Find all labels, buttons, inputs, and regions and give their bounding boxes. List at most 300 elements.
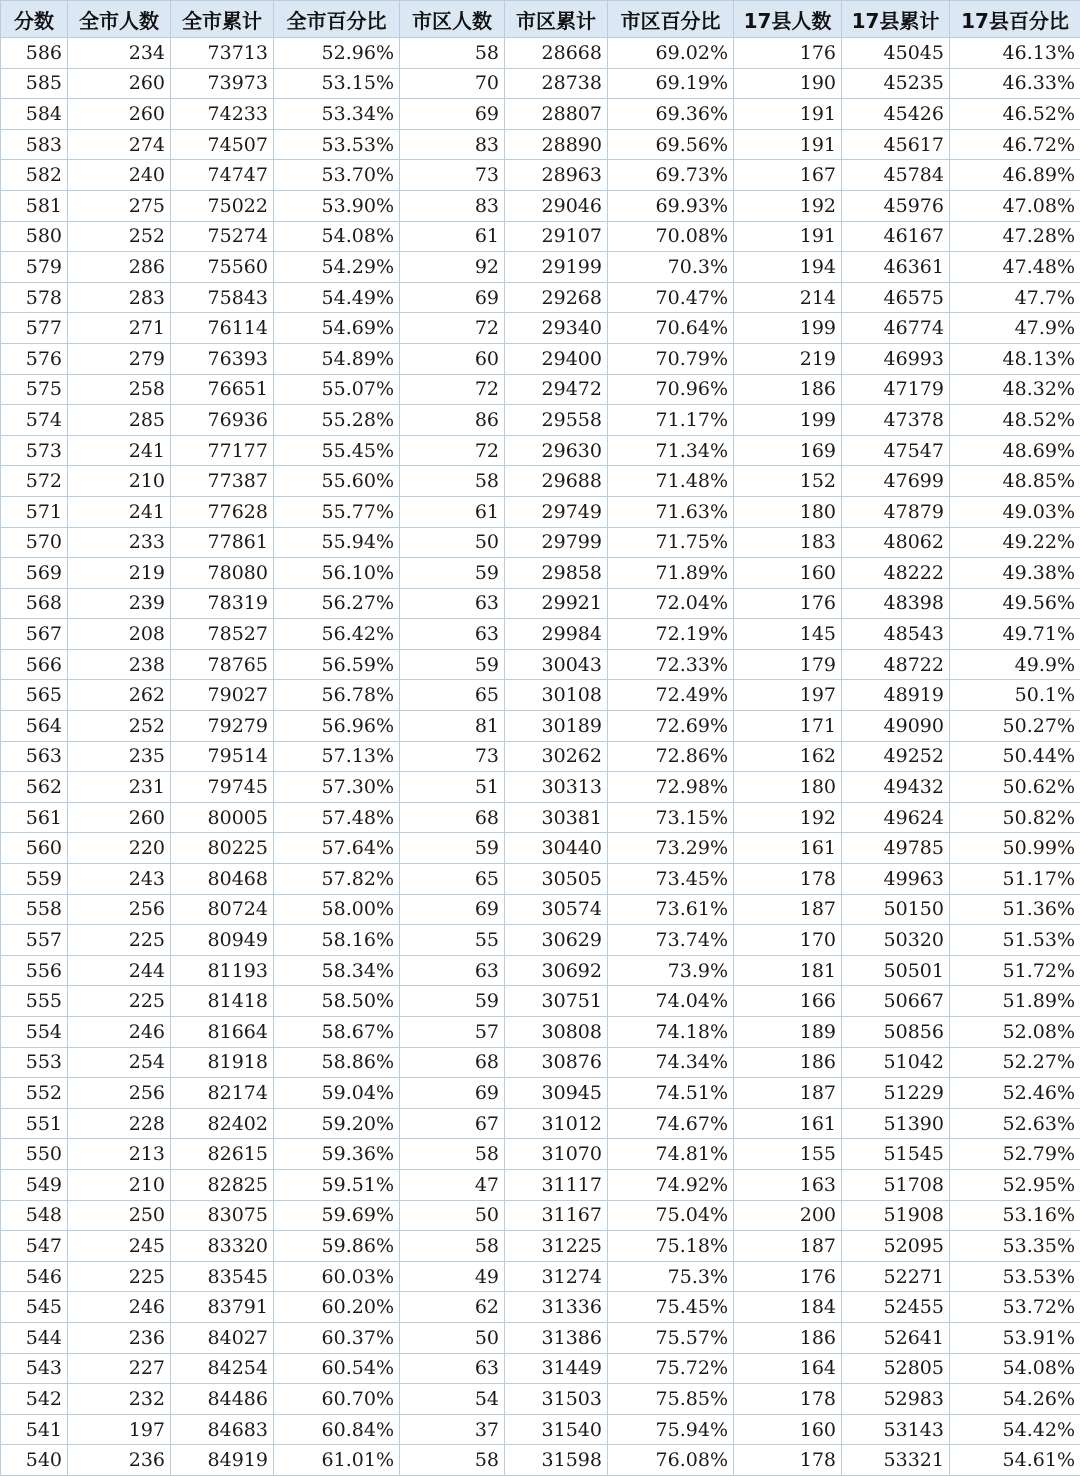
cell-city-percent: 56.42% [274,619,400,650]
cell-urban-percent: 74.34% [608,1047,734,1078]
cell-urban-percent: 73.15% [608,802,734,833]
header-urban-percent: 市区百分比 [608,1,734,38]
cell-city-cumulative: 75022 [171,190,274,221]
table-row [1,925,1080,956]
cell-urban-count: 86 [400,405,505,436]
cell-urban-percent: 72.69% [608,711,734,742]
cell-urban-cumulative: 30189 [505,711,608,742]
cell-city-cumulative: 80724 [171,894,274,925]
table-body [1,38,1080,1476]
cell-urban-percent: 72.98% [608,772,734,803]
cell-urban-percent: 74.81% [608,1139,734,1170]
cell-city-percent: 56.59% [274,649,400,680]
cell-city-cumulative: 74233 [171,99,274,130]
cell-urban-percent: 73.29% [608,833,734,864]
cell-county-percent: 46.72% [950,129,1080,160]
cell-city-percent: 55.94% [274,527,400,558]
cell-county-count: 190 [734,68,842,99]
cell-urban-cumulative: 29107 [505,221,608,252]
cell-city-count: 225 [68,1261,171,1292]
cell-county-cumulative: 49252 [842,741,950,772]
cell-city-percent: 60.03% [274,1261,400,1292]
cell-city-cumulative: 84486 [171,1384,274,1415]
cell-urban-cumulative: 29688 [505,466,608,497]
cell-county-count: 191 [734,221,842,252]
cell-city-cumulative: 74507 [171,129,274,160]
cell-urban-percent: 69.19% [608,68,734,99]
table-row [1,558,1080,589]
header-county-percent: 17县百分比 [950,1,1080,38]
cell-urban-count: 60 [400,343,505,374]
cell-city-percent: 58.50% [274,986,400,1017]
cell-county-percent: 53.53% [950,1261,1080,1292]
cell-city-cumulative: 80468 [171,864,274,895]
cell-city-percent: 53.70% [274,160,400,191]
cell-county-cumulative: 50320 [842,925,950,956]
cell-urban-cumulative: 29340 [505,313,608,344]
cell-city-count: 279 [68,343,171,374]
cell-county-count: 187 [734,894,842,925]
cell-urban-count: 58 [400,1445,505,1476]
cell-city-percent: 57.30% [274,772,400,803]
cell-county-cumulative: 51708 [842,1169,950,1200]
cell-county-cumulative: 47879 [842,496,950,527]
cell-city-count: 245 [68,1231,171,1262]
cell-city-cumulative: 79514 [171,741,274,772]
cell-county-cumulative: 53321 [842,1445,950,1476]
table-row [1,864,1080,895]
cell-city-count: 241 [68,496,171,527]
cell-county-count: 181 [734,955,842,986]
cell-county-cumulative: 51545 [842,1139,950,1170]
cell-county-percent: 47.08% [950,190,1080,221]
table-row [1,588,1080,619]
cell-county-count: 180 [734,496,842,527]
cell-county-count: 186 [734,1047,842,1078]
header-city-percent: 全市百分比 [274,1,400,38]
table-row [1,955,1080,986]
cell-urban-count: 73 [400,741,505,772]
cell-urban-percent: 75.94% [608,1414,734,1445]
cell-city-cumulative: 82174 [171,1078,274,1109]
header-city-count: 全市人数 [68,1,171,38]
cell-city-count: 239 [68,588,171,619]
table-row [1,129,1080,160]
cell-city-cumulative: 76936 [171,405,274,436]
cell-county-count: 160 [734,558,842,589]
cell-city-cumulative: 73973 [171,68,274,99]
cell-county-percent: 52.27% [950,1047,1080,1078]
cell-urban-cumulative: 29984 [505,619,608,650]
cell-county-count: 176 [734,588,842,619]
cell-urban-cumulative: 30751 [505,986,608,1017]
cell-score: 560 [1,833,68,864]
cell-urban-cumulative: 31070 [505,1139,608,1170]
cell-county-count: 197 [734,680,842,711]
cell-score: 555 [1,986,68,1017]
cell-county-count: 164 [734,1353,842,1384]
cell-county-cumulative: 48722 [842,649,950,680]
cell-county-count: 192 [734,802,842,833]
cell-city-cumulative: 83320 [171,1231,274,1262]
cell-score: 568 [1,588,68,619]
cell-score: 564 [1,711,68,742]
cell-city-count: 210 [68,1169,171,1200]
cell-county-percent: 48.85% [950,466,1080,497]
cell-score: 548 [1,1200,68,1231]
cell-urban-count: 68 [400,802,505,833]
cell-city-percent: 56.78% [274,680,400,711]
cell-urban-cumulative: 29400 [505,343,608,374]
cell-county-cumulative: 53143 [842,1414,950,1445]
cell-urban-cumulative: 31449 [505,1353,608,1384]
cell-city-cumulative: 83791 [171,1292,274,1323]
cell-city-count: 283 [68,282,171,313]
cell-county-percent: 46.13% [950,38,1080,69]
cell-county-count: 200 [734,1200,842,1231]
cell-urban-count: 65 [400,864,505,895]
cell-urban-percent: 70.79% [608,343,734,374]
cell-urban-percent: 74.04% [608,986,734,1017]
cell-urban-cumulative: 29858 [505,558,608,589]
cell-county-percent: 49.56% [950,588,1080,619]
cell-city-cumulative: 83545 [171,1261,274,1292]
cell-urban-cumulative: 30440 [505,833,608,864]
cell-score: 556 [1,955,68,986]
cell-urban-count: 55 [400,925,505,956]
cell-county-percent: 53.16% [950,1200,1080,1231]
cell-county-count: 162 [734,741,842,772]
cell-county-cumulative: 47378 [842,405,950,436]
cell-score: 544 [1,1322,68,1353]
cell-county-count: 186 [734,374,842,405]
cell-urban-percent: 75.85% [608,1384,734,1415]
cell-score: 543 [1,1353,68,1384]
cell-urban-count: 58 [400,466,505,497]
cell-urban-cumulative: 31167 [505,1200,608,1231]
cell-urban-cumulative: 30108 [505,680,608,711]
cell-urban-percent: 75.45% [608,1292,734,1323]
cell-urban-count: 50 [400,527,505,558]
cell-city-count: 241 [68,435,171,466]
table-row [1,496,1080,527]
cell-county-percent: 51.36% [950,894,1080,925]
cell-urban-cumulative: 31117 [505,1169,608,1200]
cell-county-percent: 46.89% [950,160,1080,191]
cell-county-cumulative: 52983 [842,1384,950,1415]
cell-county-count: 152 [734,466,842,497]
table-row [1,313,1080,344]
cell-urban-count: 51 [400,772,505,803]
cell-city-percent: 59.20% [274,1108,400,1139]
cell-county-percent: 49.71% [950,619,1080,650]
cell-city-count: 234 [68,38,171,69]
cell-urban-cumulative: 30692 [505,955,608,986]
cell-city-count: 220 [68,833,171,864]
cell-city-percent: 57.64% [274,833,400,864]
cell-urban-count: 65 [400,680,505,711]
cell-county-percent: 47.48% [950,252,1080,283]
table-row [1,1353,1080,1384]
cell-city-count: 228 [68,1108,171,1139]
cell-county-cumulative: 46361 [842,252,950,283]
table-row [1,1322,1080,1353]
table-row [1,38,1080,69]
table-row [1,282,1080,313]
cell-county-cumulative: 45045 [842,38,950,69]
cell-city-percent: 54.69% [274,313,400,344]
cell-urban-count: 68 [400,1047,505,1078]
cell-city-cumulative: 74747 [171,160,274,191]
cell-urban-percent: 73.45% [608,864,734,895]
cell-county-percent: 51.72% [950,955,1080,986]
cell-city-cumulative: 76651 [171,374,274,405]
cell-score: 562 [1,772,68,803]
cell-city-percent: 54.49% [274,282,400,313]
cell-county-cumulative: 50856 [842,1017,950,1048]
cell-urban-cumulative: 29268 [505,282,608,313]
cell-county-percent: 52.79% [950,1139,1080,1170]
cell-urban-count: 59 [400,558,505,589]
table-row [1,68,1080,99]
cell-score: 541 [1,1414,68,1445]
cell-urban-count: 61 [400,221,505,252]
table-row [1,1047,1080,1078]
cell-urban-cumulative: 31225 [505,1231,608,1262]
cell-county-cumulative: 49963 [842,864,950,895]
cell-county-count: 186 [734,1322,842,1353]
cell-city-percent: 60.20% [274,1292,400,1323]
cell-county-cumulative: 48919 [842,680,950,711]
cell-urban-cumulative: 29749 [505,496,608,527]
cell-county-percent: 50.82% [950,802,1080,833]
cell-score: 574 [1,405,68,436]
cell-county-percent: 51.53% [950,925,1080,956]
cell-county-cumulative: 45784 [842,160,950,191]
cell-urban-percent: 71.63% [608,496,734,527]
cell-city-cumulative: 79745 [171,772,274,803]
cell-city-count: 236 [68,1322,171,1353]
table-row [1,374,1080,405]
cell-county-count: 191 [734,99,842,130]
cell-urban-percent: 75.57% [608,1322,734,1353]
cell-county-count: 191 [734,129,842,160]
cell-county-count: 187 [734,1078,842,1109]
cell-score: 545 [1,1292,68,1323]
cell-county-cumulative: 47179 [842,374,950,405]
table-row [1,527,1080,558]
cell-urban-cumulative: 30043 [505,649,608,680]
cell-city-cumulative: 83075 [171,1200,274,1231]
cell-county-percent: 48.52% [950,405,1080,436]
cell-county-percent: 49.38% [950,558,1080,589]
cell-urban-cumulative: 28890 [505,129,608,160]
cell-city-count: 197 [68,1414,171,1445]
cell-county-percent: 46.33% [950,68,1080,99]
cell-urban-cumulative: 29921 [505,588,608,619]
cell-county-cumulative: 52271 [842,1261,950,1292]
cell-score: 549 [1,1169,68,1200]
cell-urban-percent: 72.19% [608,619,734,650]
cell-county-percent: 53.35% [950,1231,1080,1262]
cell-city-cumulative: 79027 [171,680,274,711]
cell-county-count: 161 [734,1108,842,1139]
cell-county-cumulative: 45976 [842,190,950,221]
cell-urban-percent: 69.56% [608,129,734,160]
cell-city-percent: 56.27% [274,588,400,619]
cell-score: 565 [1,680,68,711]
cell-city-cumulative: 77177 [171,435,274,466]
cell-county-percent: 48.32% [950,374,1080,405]
cell-urban-count: 54 [400,1384,505,1415]
cell-county-percent: 49.22% [950,527,1080,558]
cell-urban-count: 72 [400,313,505,344]
cell-county-count: 189 [734,1017,842,1048]
cell-city-cumulative: 84027 [171,1322,274,1353]
cell-city-percent: 53.90% [274,190,400,221]
header-city-cumulative: 全市累计 [171,1,274,38]
cell-county-cumulative: 50150 [842,894,950,925]
cell-city-percent: 59.04% [274,1078,400,1109]
cell-city-count: 246 [68,1017,171,1048]
table-row [1,1169,1080,1200]
cell-urban-percent: 73.61% [608,894,734,925]
cell-urban-cumulative: 31598 [505,1445,608,1476]
cell-city-percent: 57.13% [274,741,400,772]
cell-urban-percent: 69.93% [608,190,734,221]
cell-urban-percent: 75.3% [608,1261,734,1292]
cell-urban-count: 59 [400,986,505,1017]
cell-city-cumulative: 84919 [171,1445,274,1476]
cell-county-count: 171 [734,711,842,742]
cell-score: 582 [1,160,68,191]
cell-urban-percent: 74.18% [608,1017,734,1048]
cell-county-percent: 50.99% [950,833,1080,864]
cell-city-count: 231 [68,772,171,803]
cell-city-percent: 54.29% [274,252,400,283]
cell-county-count: 160 [734,1414,842,1445]
cell-urban-count: 70 [400,68,505,99]
cell-city-count: 252 [68,221,171,252]
cell-county-cumulative: 46167 [842,221,950,252]
cell-city-percent: 55.45% [274,435,400,466]
cell-county-percent: 49.9% [950,649,1080,680]
cell-city-cumulative: 73713 [171,38,274,69]
cell-urban-cumulative: 29199 [505,252,608,283]
header-urban-cumulative: 市区累计 [505,1,608,38]
cell-score: 542 [1,1384,68,1415]
cell-city-percent: 53.15% [274,68,400,99]
cell-city-percent: 54.89% [274,343,400,374]
cell-county-count: 169 [734,435,842,466]
cell-urban-percent: 69.73% [608,160,734,191]
cell-urban-percent: 73.9% [608,955,734,986]
cell-urban-count: 73 [400,160,505,191]
cell-urban-percent: 75.04% [608,1200,734,1231]
cell-urban-count: 72 [400,435,505,466]
cell-score: 581 [1,190,68,221]
cell-county-percent: 51.17% [950,864,1080,895]
table-row [1,466,1080,497]
header-county-count: 17县人数 [734,1,842,38]
table-row [1,802,1080,833]
table-row [1,190,1080,221]
cell-county-percent: 47.7% [950,282,1080,313]
cell-city-count: 235 [68,741,171,772]
cell-score: 566 [1,649,68,680]
cell-city-count: 252 [68,711,171,742]
cell-urban-count: 63 [400,955,505,986]
cell-county-count: 176 [734,38,842,69]
cell-city-cumulative: 75274 [171,221,274,252]
cell-urban-cumulative: 30313 [505,772,608,803]
table-row [1,619,1080,650]
cell-urban-percent: 75.72% [608,1353,734,1384]
cell-urban-percent: 69.02% [608,38,734,69]
cell-city-percent: 54.08% [274,221,400,252]
header-county-cumulative: 17县累计 [842,1,950,38]
cell-urban-count: 63 [400,1353,505,1384]
cell-score: 554 [1,1017,68,1048]
cell-county-cumulative: 52095 [842,1231,950,1262]
cell-urban-cumulative: 28807 [505,99,608,130]
table-row [1,1261,1080,1292]
cell-score: 586 [1,38,68,69]
cell-county-percent: 51.89% [950,986,1080,1017]
cell-urban-cumulative: 30876 [505,1047,608,1078]
cell-score: 569 [1,558,68,589]
cell-county-count: 180 [734,772,842,803]
cell-county-cumulative: 49432 [842,772,950,803]
cell-city-cumulative: 84683 [171,1414,274,1445]
cell-city-count: 213 [68,1139,171,1170]
cell-city-percent: 59.51% [274,1169,400,1200]
cell-score: 585 [1,68,68,99]
cell-urban-count: 92 [400,252,505,283]
table-row [1,160,1080,191]
cell-urban-count: 81 [400,711,505,742]
cell-score: 571 [1,496,68,527]
cell-county-cumulative: 50501 [842,955,950,986]
cell-score: 553 [1,1047,68,1078]
cell-county-cumulative: 52455 [842,1292,950,1323]
cell-urban-count: 58 [400,38,505,69]
cell-urban-count: 49 [400,1261,505,1292]
cell-score: 563 [1,741,68,772]
cell-urban-count: 37 [400,1414,505,1445]
cell-city-percent: 52.96% [274,38,400,69]
cell-county-percent: 50.1% [950,680,1080,711]
cell-county-percent: 47.9% [950,313,1080,344]
table-row [1,99,1080,130]
cell-urban-percent: 71.89% [608,558,734,589]
cell-city-cumulative: 81918 [171,1047,274,1078]
cell-score: 573 [1,435,68,466]
cell-county-cumulative: 47699 [842,466,950,497]
cell-score: 550 [1,1139,68,1170]
cell-city-cumulative: 82402 [171,1108,274,1139]
cell-urban-count: 83 [400,129,505,160]
cell-urban-cumulative: 29472 [505,374,608,405]
cell-score: 557 [1,925,68,956]
table-row [1,221,1080,252]
table-row [1,343,1080,374]
cell-county-cumulative: 52805 [842,1353,950,1384]
cell-city-cumulative: 80005 [171,802,274,833]
cell-urban-percent: 74.92% [608,1169,734,1200]
cell-city-count: 256 [68,1078,171,1109]
cell-city-cumulative: 77628 [171,496,274,527]
